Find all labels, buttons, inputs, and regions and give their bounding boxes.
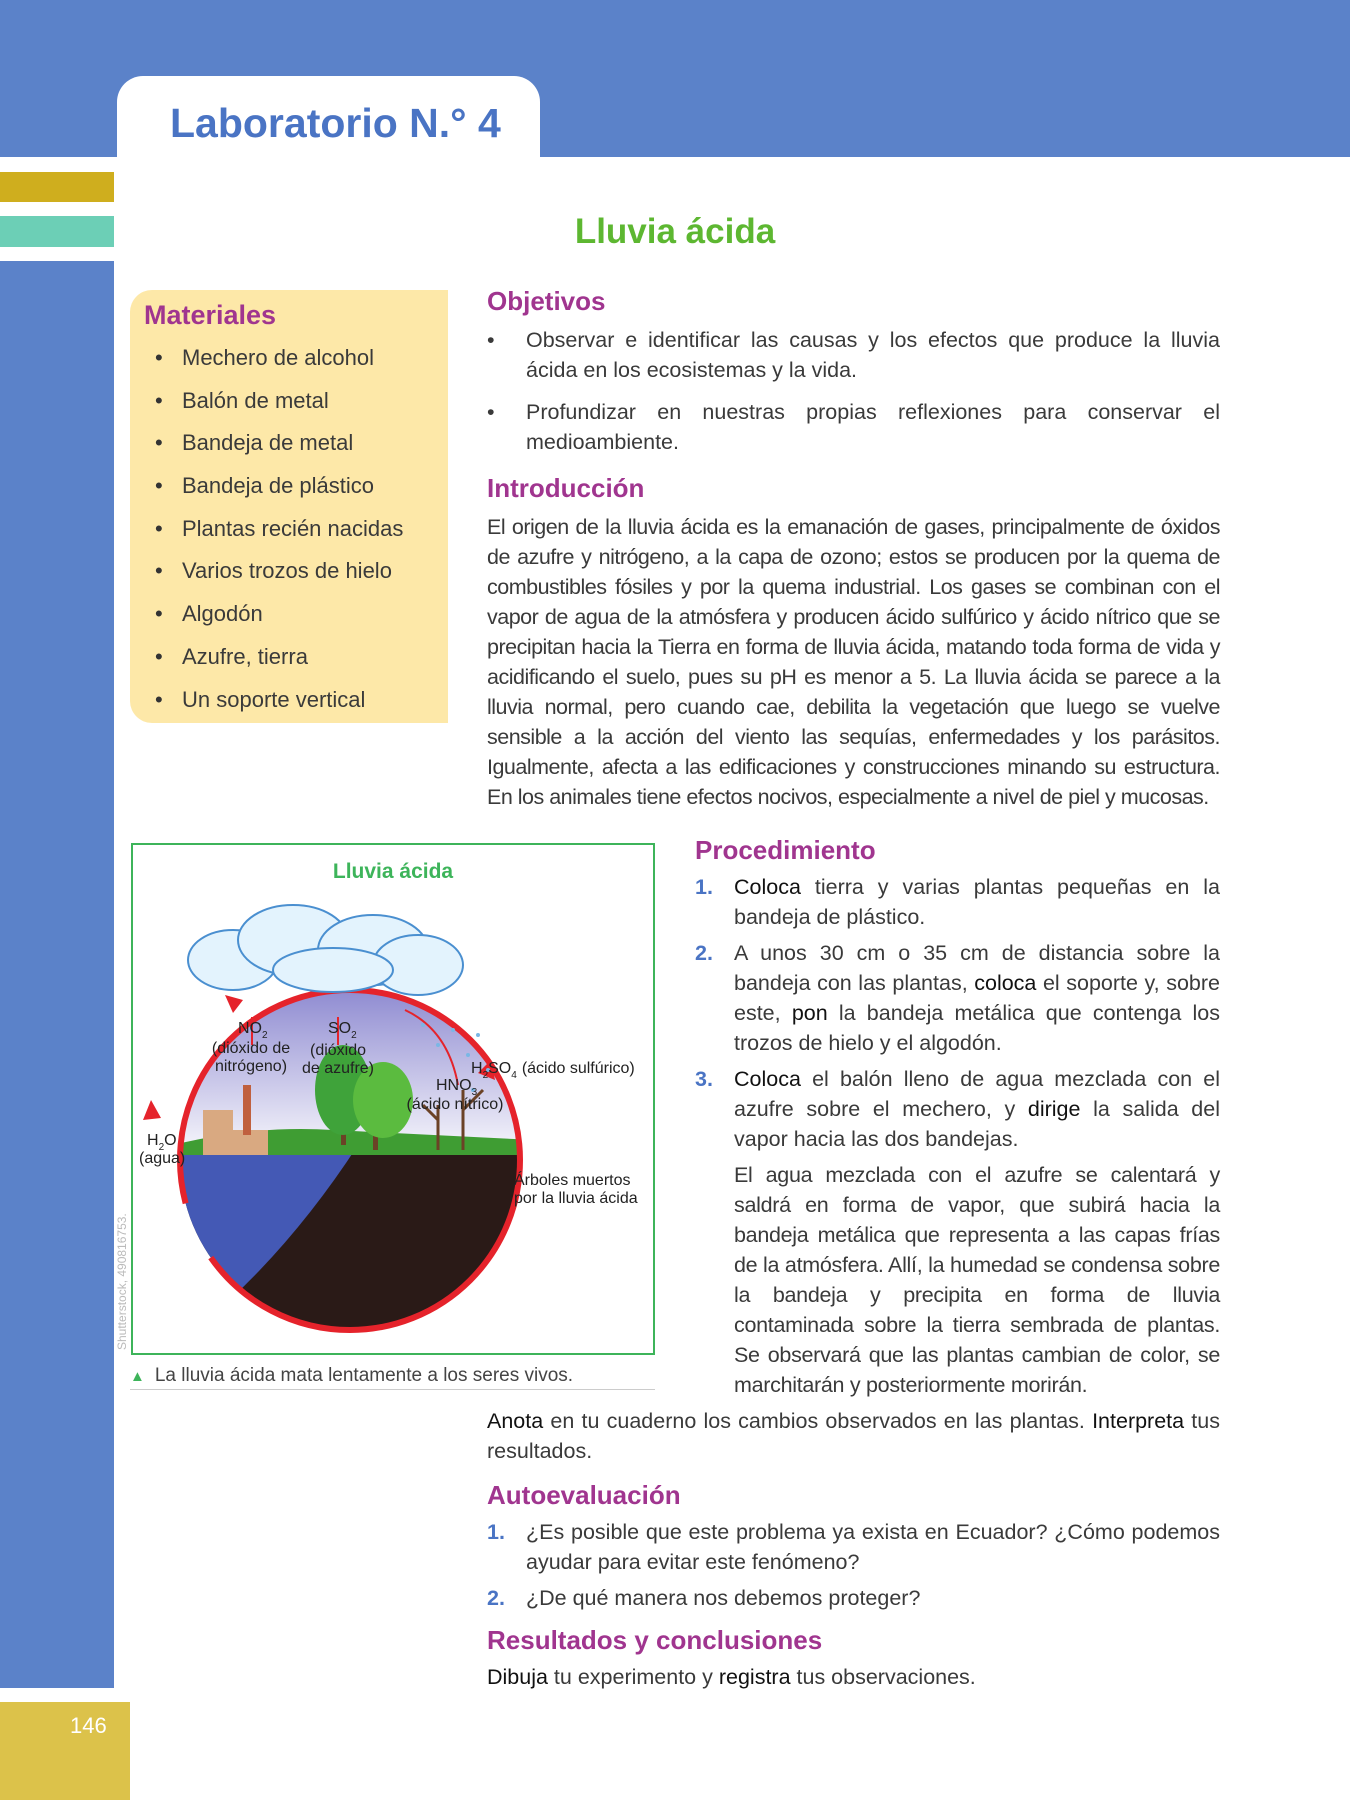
intro-heading: Introducción [487, 473, 645, 503]
procedure-step: 1. Coloca tierra y varias plantas pequeñas en la bandeja de plástico. [695, 875, 1220, 929]
arrow-icon [225, 995, 243, 1013]
list-item: • Balón de metal [144, 380, 434, 423]
list-item: • Bandeja de plástico [144, 465, 434, 508]
list-item: • Azufre, tierra [144, 636, 434, 679]
hno3-label: $HNO_3$ [436, 1077, 478, 1098]
main-title: Lluvia ácida [574, 212, 776, 251]
caption-text: La lluvia ácida mata lentamente a los seres vivos. [154, 1365, 574, 1386]
materials-heading: Materiales [144, 300, 277, 330]
intro-text: El origen de la lluvia ácida es la emanación de gases, principalmente de óxidos de azufre y nitrógeno, a la capa de ozono; estos se producen por la quema de combustibles fósiles y por la quema industrial. Los gases se combinan con el vapor de agua de la atmósfera y producen ácido sulfúrico y ácido nítrico que se precipitan hacia la Tierra en forma de lluvia ácida, matando toda forma de vida y acidificando el suelo, pues su pH es menor a 5. La lluvia ácida se parece a la lluvia normal, pero cuando cae, debilita la vegetación que luego se vuelve sensible a la acción del viento las sequías, enfermedades y los parásitos. Igualmente, afecta a las edificaciones y construcciones minando su estructura. En los animales tiene efectos nocivos, especialmente a nivel de piel y mucosas. [487, 515, 1220, 809]
no2-label: $NO_2$ [238, 1020, 268, 1041]
so2-name: de azufre) [301, 1060, 375, 1077]
anota-text: Anota en tu cuaderno los cambios observados en las plantas. Interpreta tus resultados. [487, 1409, 1220, 1463]
lab-title: Laboratorio N.° 4 [170, 100, 501, 146]
image-credit: Shutterstock, 490816753. [115, 1213, 129, 1350]
list-item: 2. ¿De qué manera nos debemos proteger? [487, 1586, 921, 1610]
procedure-heading: Procedimiento [695, 835, 876, 865]
dead-trees-label: por la lluvia ácida [514, 1190, 638, 1207]
side-band [0, 261, 114, 1688]
list-item: 1. ¿Es posible que este problema ya exista en Ecuador? ¿Cómo podemos ayudar para evitar este fenómeno? [487, 1520, 1220, 1574]
list-item: • Varios trozos de hielo [144, 550, 434, 593]
lower-section [487, 1406, 1220, 1692]
h2o-label: $H_2O$ [147, 1132, 177, 1153]
page-number: 146 [70, 1713, 107, 1738]
list-item: • Profundizar en nuestras propias reflexiones para conservar el medioambiente. [487, 400, 1220, 454]
list-item: • Un soporte vertical [144, 679, 434, 722]
so2-label: $SO_2$ [328, 1020, 357, 1041]
teal-stripe [0, 216, 114, 247]
procedure-step: 3. Coloca el balón lleno de agua mezclada con el azufre sobre el mechero, y dirige la salida del vapor hacia las dos bandejas. [695, 1067, 1220, 1151]
figure-caption [130, 1365, 655, 1390]
no2-name: nitrógeno) [214, 1058, 288, 1075]
list-item: • Mechero de alcohol [144, 337, 434, 380]
triangle-icon: ▲ [130, 1368, 145, 1385]
so2-name: (dióxido [309, 1042, 367, 1059]
list-item: • Bandeja de metal [144, 422, 434, 465]
results-text: Dibuja tu experimento y registra tus observaciones. [487, 1665, 976, 1689]
objective-text: Profundizar en nuestras propias reflexiones para conservar el medioambiente. [526, 400, 1220, 454]
procedure-section [695, 835, 1220, 1400]
materials-list [144, 337, 434, 721]
h2so4-label: $H_2SO_4$ (ácido sulfúrico) [471, 1060, 635, 1081]
procedure-note: El agua mezclada con el azufre se calentará y saldrá en forma de vapor, que subirá hacia la bandeja metálica que representa a las capas frías de la atmósfera. Allí, la humedad se condensa sobre la bandeja y precipita en forma de lluvia contaminada sobre la tierra sembrada de plantas. Se observará que las plantas cambian de color, se marchitarán y posteriormente morirán. [734, 1163, 1220, 1397]
diagram-illustration [133, 845, 653, 1353]
hno3-name: (ácido nítrico) [406, 1096, 504, 1113]
objective-text: Observar e identificar las causas y los efectos que produce la lluvia ácida en los ecosistemas y la vida. [526, 328, 1220, 382]
diagram-title: Lluvia ácida [332, 860, 454, 883]
dead-trees-label: Árboles muertos [514, 1172, 631, 1189]
objectives-heading: Objetivos [487, 286, 606, 316]
results-heading: Resultados y conclusiones [487, 1625, 823, 1655]
arrow-icon [143, 1100, 161, 1120]
list-item: • Algodón [144, 593, 434, 636]
acid-rain-diagram [131, 843, 655, 1355]
list-item: • Observar e identificar las causas y los efectos que produce la lluvia ácida en los ecosistemas y la vida. [487, 328, 1220, 382]
procedure-step: 2. A unos 30 cm o 35 cm de distancia sobre la bandeja con las plantas, coloca el soporte y, sobre este, pon la bandeja metálica que contenga los trozos de hielo y el algodón. [695, 941, 1220, 1055]
objectives-intro [487, 286, 1220, 812]
h2o-name: (agua) [139, 1150, 186, 1167]
no2-name: (dióxido de [211, 1040, 291, 1057]
cloud-icon [188, 905, 463, 995]
materials-box [130, 290, 448, 723]
page-number-box [0, 1702, 130, 1800]
list-item: • Plantas recién nacidas [144, 508, 434, 551]
self-eval-heading: Autoevaluación [487, 1480, 681, 1510]
yellow-stripe [0, 172, 114, 202]
